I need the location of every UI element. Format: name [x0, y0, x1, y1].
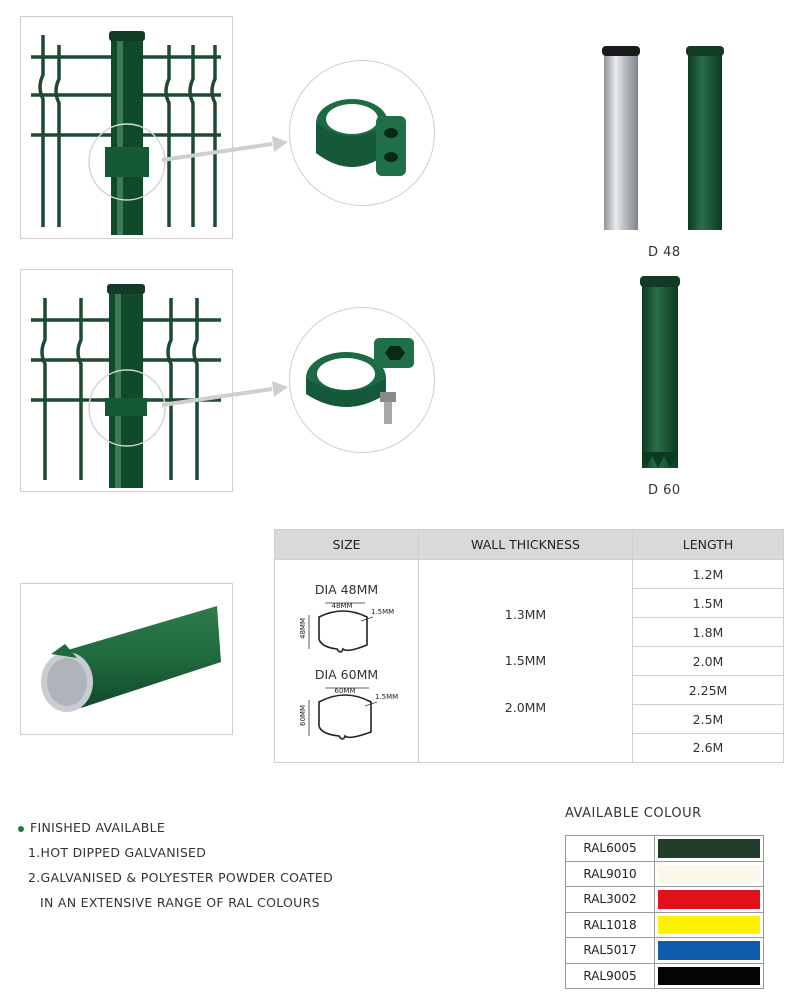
finish-item: 1.HOT DIPPED GALVANISED [28, 845, 207, 860]
dim-thickness: 1.5MM [371, 608, 395, 616]
dim-height: 48MM [299, 618, 307, 639]
colour-name: RAL9010 [566, 862, 655, 887]
colour-name: RAL5017 [566, 938, 655, 963]
length-value: 2.0M [692, 653, 724, 669]
finish-heading: FINISHED AVAILABLE [18, 815, 333, 840]
post-d48-label: D 48 [648, 245, 681, 260]
clamp-60-closeup [289, 307, 435, 453]
length-value: 1.5M [692, 595, 724, 611]
colour-row [565, 938, 764, 964]
finish-notes [18, 815, 333, 915]
dim-height: 60MM [299, 705, 307, 726]
colour-name: RAL6005 [566, 836, 655, 861]
bullet-icon [18, 826, 24, 832]
colour-swatch [658, 941, 760, 960]
colour-swatch [658, 839, 760, 858]
colour-swatch [658, 916, 760, 935]
colour-row [565, 964, 764, 990]
profile-48-diagram [297, 599, 407, 657]
header-size: SIZE [275, 530, 418, 559]
colour-row [565, 835, 764, 862]
dim-width: 48MM [331, 602, 353, 610]
colour-row [565, 913, 764, 939]
colour-row [565, 862, 764, 888]
length-value: 2.6M [692, 739, 724, 755]
arrow-icon [160, 375, 290, 415]
colour-swatch [658, 865, 760, 884]
colour-swatch [658, 967, 760, 986]
colour-chart-title: AVAILABLE COLOUR [565, 806, 702, 821]
colour-chart [565, 806, 764, 989]
colour-swatch [658, 890, 760, 909]
dim-width: 60MM [334, 687, 356, 695]
length-value: 2.5M [692, 711, 724, 727]
size-60-label: DIA 60MM [314, 667, 379, 682]
wall-thickness-value: 1.5MM [504, 653, 547, 668]
colour-name: RAL9005 [566, 964, 655, 989]
post-d60-image [630, 272, 690, 472]
spec-table [274, 529, 784, 763]
header-wall-thickness: WALL THICKNESS [419, 530, 632, 559]
clamp-48-closeup [289, 60, 435, 206]
dim-thickness: 1.5MM [375, 693, 399, 701]
finish-item: IN AN EXTENSIVE RANGE OF RAL COLOURS [40, 895, 320, 910]
length-value: 1.8M [692, 624, 724, 640]
profile-60-diagram [297, 684, 407, 744]
colour-row [565, 887, 764, 913]
wall-thickness-value: 2.0MM [504, 700, 547, 715]
length-value: 2.25M [688, 682, 728, 698]
fence-photo-clamp-48 [20, 16, 233, 239]
wall-thickness-value: 1.3MM [504, 607, 547, 622]
post-profile-photo [20, 583, 233, 735]
colour-name: RAL1018 [566, 913, 655, 938]
colour-name: RAL3002 [566, 887, 655, 912]
arrow-icon [160, 130, 290, 170]
header-length: LENGTH [633, 530, 783, 559]
length-value: 1.2M [692, 566, 724, 582]
size-48-label: DIA 48MM [314, 582, 379, 597]
post-d48-image [590, 40, 740, 235]
post-d60-label: D 60 [648, 483, 681, 498]
finish-item: 2.GALVANISED & POLYESTER POWDER COATED [28, 870, 333, 885]
